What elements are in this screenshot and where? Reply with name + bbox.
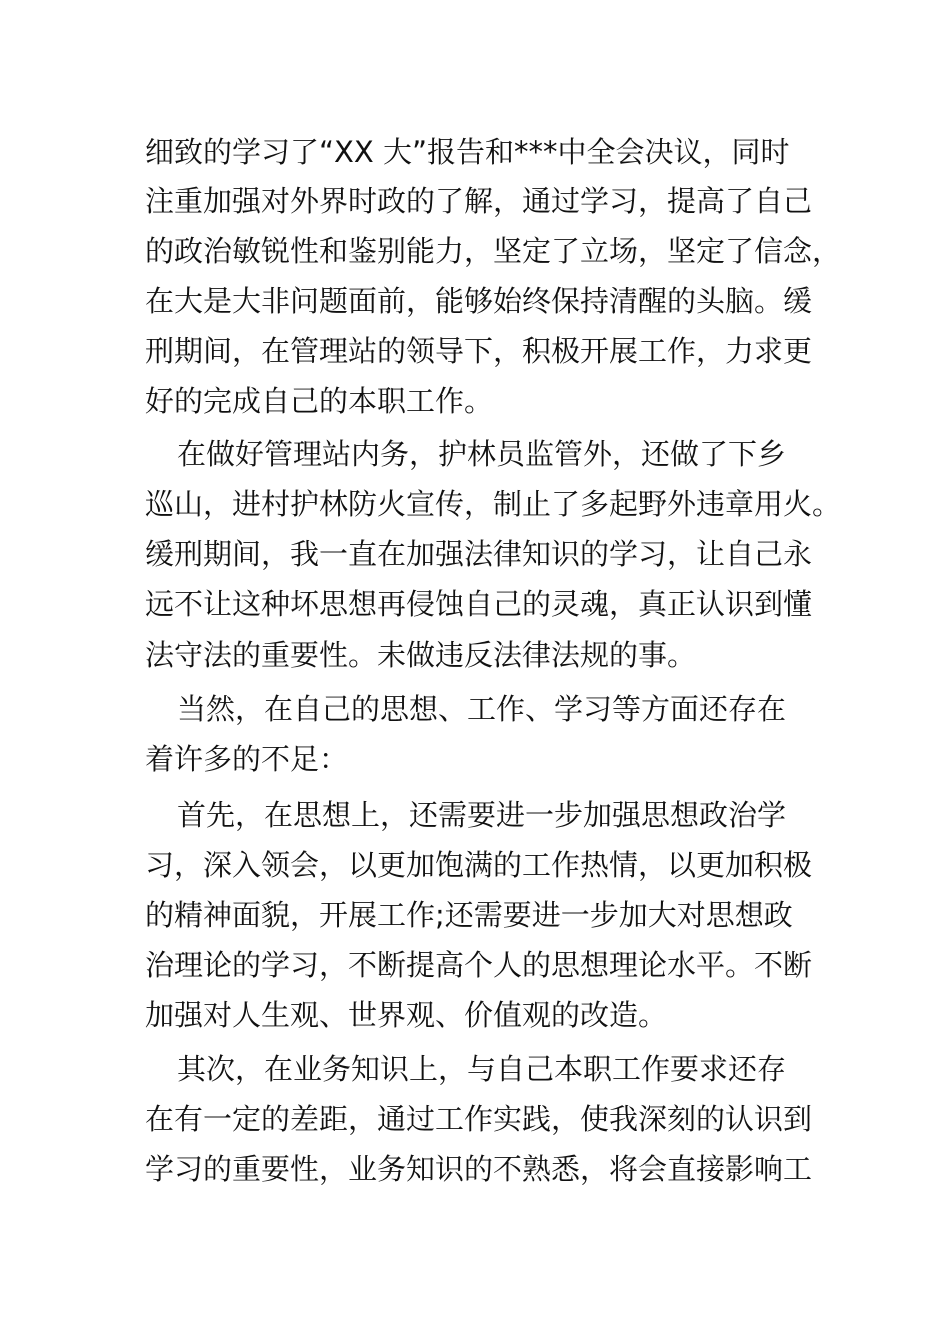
text-line: 法守法的重要性。未做违反法律法规的事。 [145,638,697,672]
text-line: 习，深入领会，以更加饱满的工作热情，以更加积极 [145,848,813,882]
text-line: 加强对人生观、世界观、价值观的改造。 [145,998,668,1032]
paragraph-first-line: 其次，在业务知识上，与自己本职工作要求还存 [177,1052,787,1086]
text-line: 远不让这种坏思想再侵蚀自己的灵魂，真正认识到懂 [145,587,813,621]
text-line: 在有一定的差距，通过工作实践，使我深刻的认识到 [145,1102,813,1136]
text-line: 注重加强对外界时政的了解，通过学习，提高了自己 [145,184,813,218]
text-line: 刑期间，在管理站的领导下，积极开展工作，力求更 [145,334,813,368]
text-line: 治理论的学习，不断提高个人的思想理论水平。不断 [145,948,813,982]
text-line: 好的完成自己的本职工作。 [145,384,494,418]
text-line: 的政治敏锐性和鉴别能力，坚定了立场，坚定了信念， [145,234,842,268]
text-line: 在大是大非问题面前，能够始终保持清醒的头脑。缓 [145,284,813,318]
text-line: 着许多的不足： [145,742,349,776]
text-line: 学习的重要性，业务知识的不熟悉，将会直接影响工 [145,1152,813,1186]
paragraph-first-line: 首先，在思想上，还需要进一步加强思想政治学 [177,798,787,832]
text-line: 的精神面貌，开展工作;还需要进一步加大对思想政 [145,898,793,932]
text-line: 巡山，进村护林防火宣传，制止了多起野外违章用火。 [145,487,842,521]
text-line: 细致的学习了“XX 大”报告和***中全会决议，同时 [145,135,790,169]
text-line: 缓刑期间，我一直在加强法律知识的学习，让自己永 [145,537,813,571]
paragraph-first-line: 在做好管理站内务，护林员监管外，还做了下乡 [177,437,787,471]
paragraph-first-line: 当然，在自己的思想、工作、学习等方面还存在 [177,692,787,726]
